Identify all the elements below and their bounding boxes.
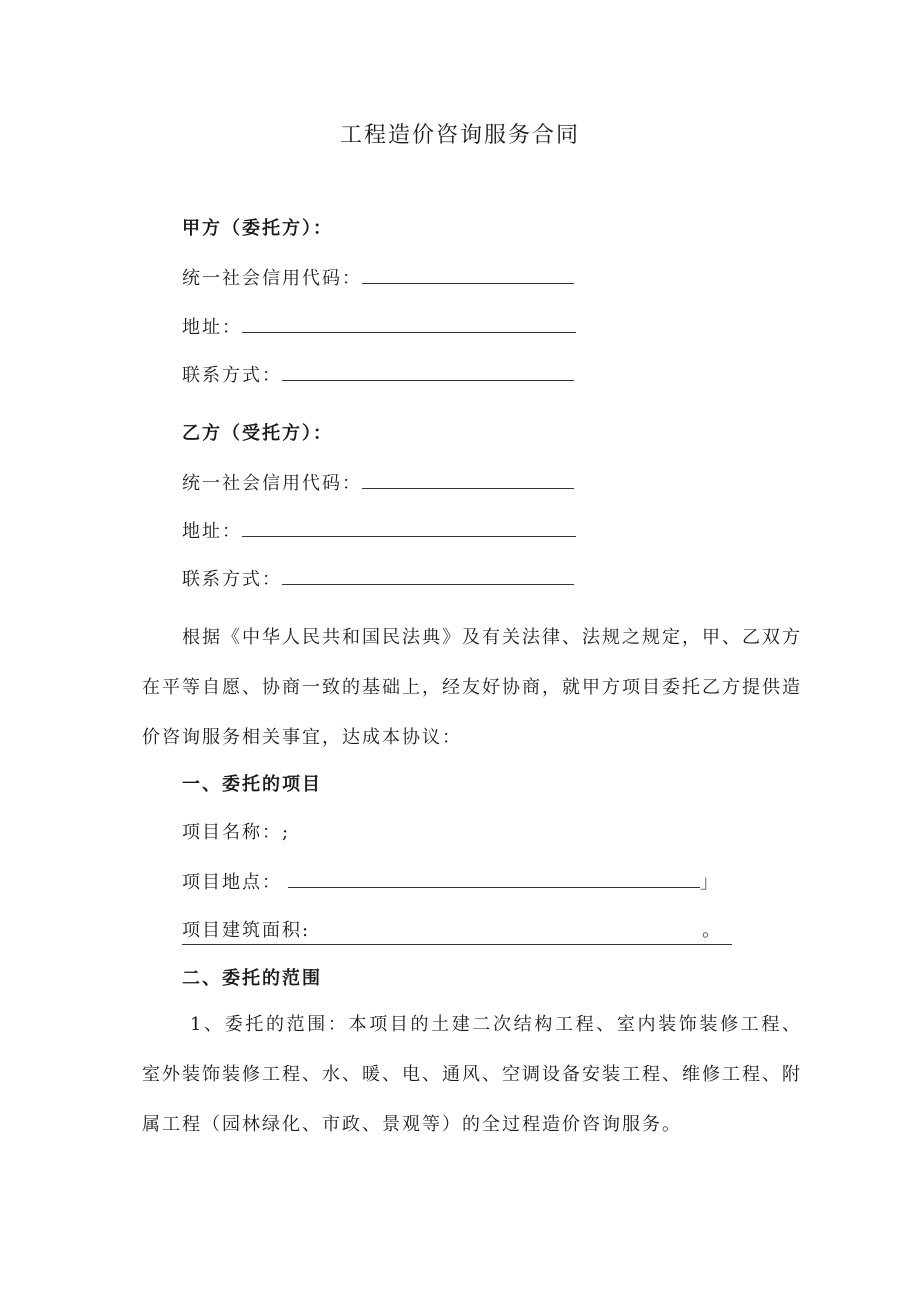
project-name-label: 项目名称：; xyxy=(182,822,291,843)
party-a-contact-row xyxy=(182,362,574,388)
project-location-field[interactable] xyxy=(288,869,700,888)
party-b-credit-code-label: 统一社会信用代码： xyxy=(182,473,362,494)
party-a-address-label: 地址： xyxy=(182,317,242,338)
project-location-end-mark: 」 xyxy=(700,872,720,893)
party-a-contact-field[interactable] xyxy=(282,362,574,381)
party-a-credit-code-field[interactable] xyxy=(362,265,574,284)
project-area-row xyxy=(182,918,732,944)
preamble-paragraph: 根据《中华人民共和国民法典》及有关法律、法规之规定，甲、乙双方在平等自愿、协商一致的基础上，经友好协商，就甲方项目委托乙方提供造价咨询服务相关事宜，达成本协议： xyxy=(142,627,802,748)
party-b-address-row xyxy=(182,518,576,544)
project-location-label: 项目地点： xyxy=(182,872,282,893)
project-area-end-mark: 。 xyxy=(702,920,723,941)
party-a-contact-label: 联系方式： xyxy=(182,365,282,386)
party-b-address-label: 地址： xyxy=(182,521,242,542)
party-a-heading: 甲方（委托方）： xyxy=(182,218,333,239)
section-2-heading: 二、委托的范围 xyxy=(182,968,322,989)
party-b-contact-field[interactable] xyxy=(282,566,574,585)
section-1-heading: 一、委托的项目 xyxy=(182,774,322,795)
party-b-address-field[interactable] xyxy=(242,518,576,537)
project-area-field[interactable] xyxy=(182,918,732,945)
party-a-credit-code-label: 统一社会信用代码： xyxy=(182,268,362,289)
party-a-address-row xyxy=(182,314,576,340)
party-a-credit-code-row xyxy=(182,265,574,291)
party-b-credit-code-row xyxy=(182,470,574,496)
party-b-credit-code-field[interactable] xyxy=(362,470,574,489)
document-title: 工程造价咨询服务合同 xyxy=(339,123,580,148)
project-location-row xyxy=(182,869,720,895)
party-b-contact-label: 联系方式： xyxy=(182,569,282,590)
party-a-address-field[interactable] xyxy=(242,314,576,333)
scope-paragraph: 1、委托的范围：本项目的土建二次结构工程、室内装饰装修工程、室外装饰装修工程、水、暖、电、通风、空调设备安装工程、维修工程、附属工程（园林绿化、市政、景观等）的全过程造价咨询服务。 xyxy=(142,1014,802,1135)
project-area-label: 项目建筑面积: xyxy=(182,920,311,941)
party-b-contact-row xyxy=(182,566,574,592)
party-b-heading: 乙方（受托方）： xyxy=(182,423,333,444)
